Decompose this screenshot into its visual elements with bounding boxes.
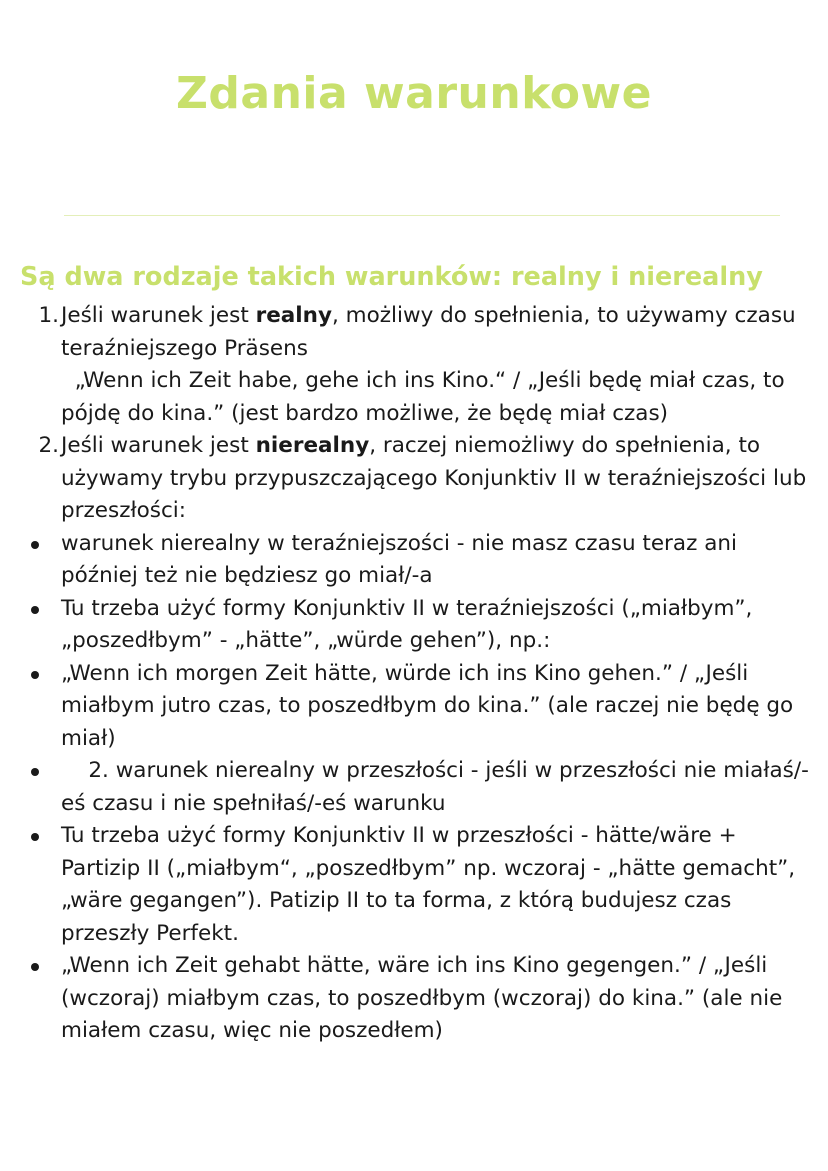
item-text-end: , raczej niemożliwy do spełnienia, to używamy trybu przypuszczającego Konjunktiv II w teraźniejszości lub przeszłości: [61,433,807,523]
bullet-text: „Wenn ich Zeit gehabt hätte, wäre ich ins Kino gegengen.” / „Jeśli (wczoraj) miałbym czas, to poszedłbym (wczoraj) do kina.” (ale nie miałem czasu, więc nie poszedłem) [61,953,783,1043]
item-number: 1. [38,303,59,328]
numbered-item-1 [0,300,828,430]
example-sentence: „Wenn ich Zeit habe, gehe ich ins Kino.“ / „Jeśli będę miał czas, to pójdę do kina.” (jest bardzo możliwe, że będę miał czas) [61,368,785,426]
section-heading: Są dwa rodzaje takich warunków: realny i nierealny [20,262,763,292]
item-bold-term: nierealny [255,433,370,458]
item-text-end: , możliwy do spełnienia, to używamy czasu teraźniejszego Präsens [61,303,796,361]
bullet-item [0,528,828,593]
divider-line [64,215,780,216]
bullet-icon [31,671,39,679]
item-text [61,300,814,365]
bullet-icon [31,833,39,841]
bullet-text: warunek nierealny w teraźniejszości - nie masz czasu teraz ani później też nie będziesz go miał/-a [61,530,737,588]
bullet-text: Tu trzeba użyć formy Konjunktiv II w przeszłości - hätte/wäre + Partizip II („miałbym“, „poszedłbym” np. wczoraj - „hätte gemacht”, „wäre gegangen”). Patizip II to ta forma, z którą budujesz czas przeszły Perfekt. [61,823,796,946]
item-text-start: Jeśli warunek jest [61,303,256,328]
bullet-text: Tu trzeba użyć formy Konjunktiv II w teraźniejszości („miałbym”, „poszedłbym” - „hätte”, „würde gehen”), np.: [61,595,753,653]
item-text [61,430,814,528]
item-number: 2. [38,433,59,458]
item-bold-term: realny [255,303,332,328]
bullet-icon [31,541,39,549]
bullet-item [0,658,828,756]
bullet-item [0,820,828,950]
page-title: Zdania warunkowe [176,68,652,119]
bullet-icon [31,963,39,971]
item-text-start: Jeśli warunek jest [61,433,256,458]
bullet-icon [31,606,39,614]
example-text [61,365,814,430]
numbered-item-2 [0,430,828,528]
content-body [0,300,828,1048]
bullet-text: 2. warunek nierealny w przeszłości - jeśli w przeszłości nie miałaś/-eś czasu i nie spełniłaś/-eś warunku [61,758,809,816]
bullet-icon [31,768,39,776]
bullet-item [0,755,828,820]
bullet-text: „Wenn ich morgen Zeit hätte, würde ich ins Kino gehen.” / „Jeśli miałbym jutro czas, to poszedłbym do kina.” (ale raczej nie będę go miał) [61,660,794,751]
bullet-item [0,593,828,658]
bullet-item [0,950,828,1048]
